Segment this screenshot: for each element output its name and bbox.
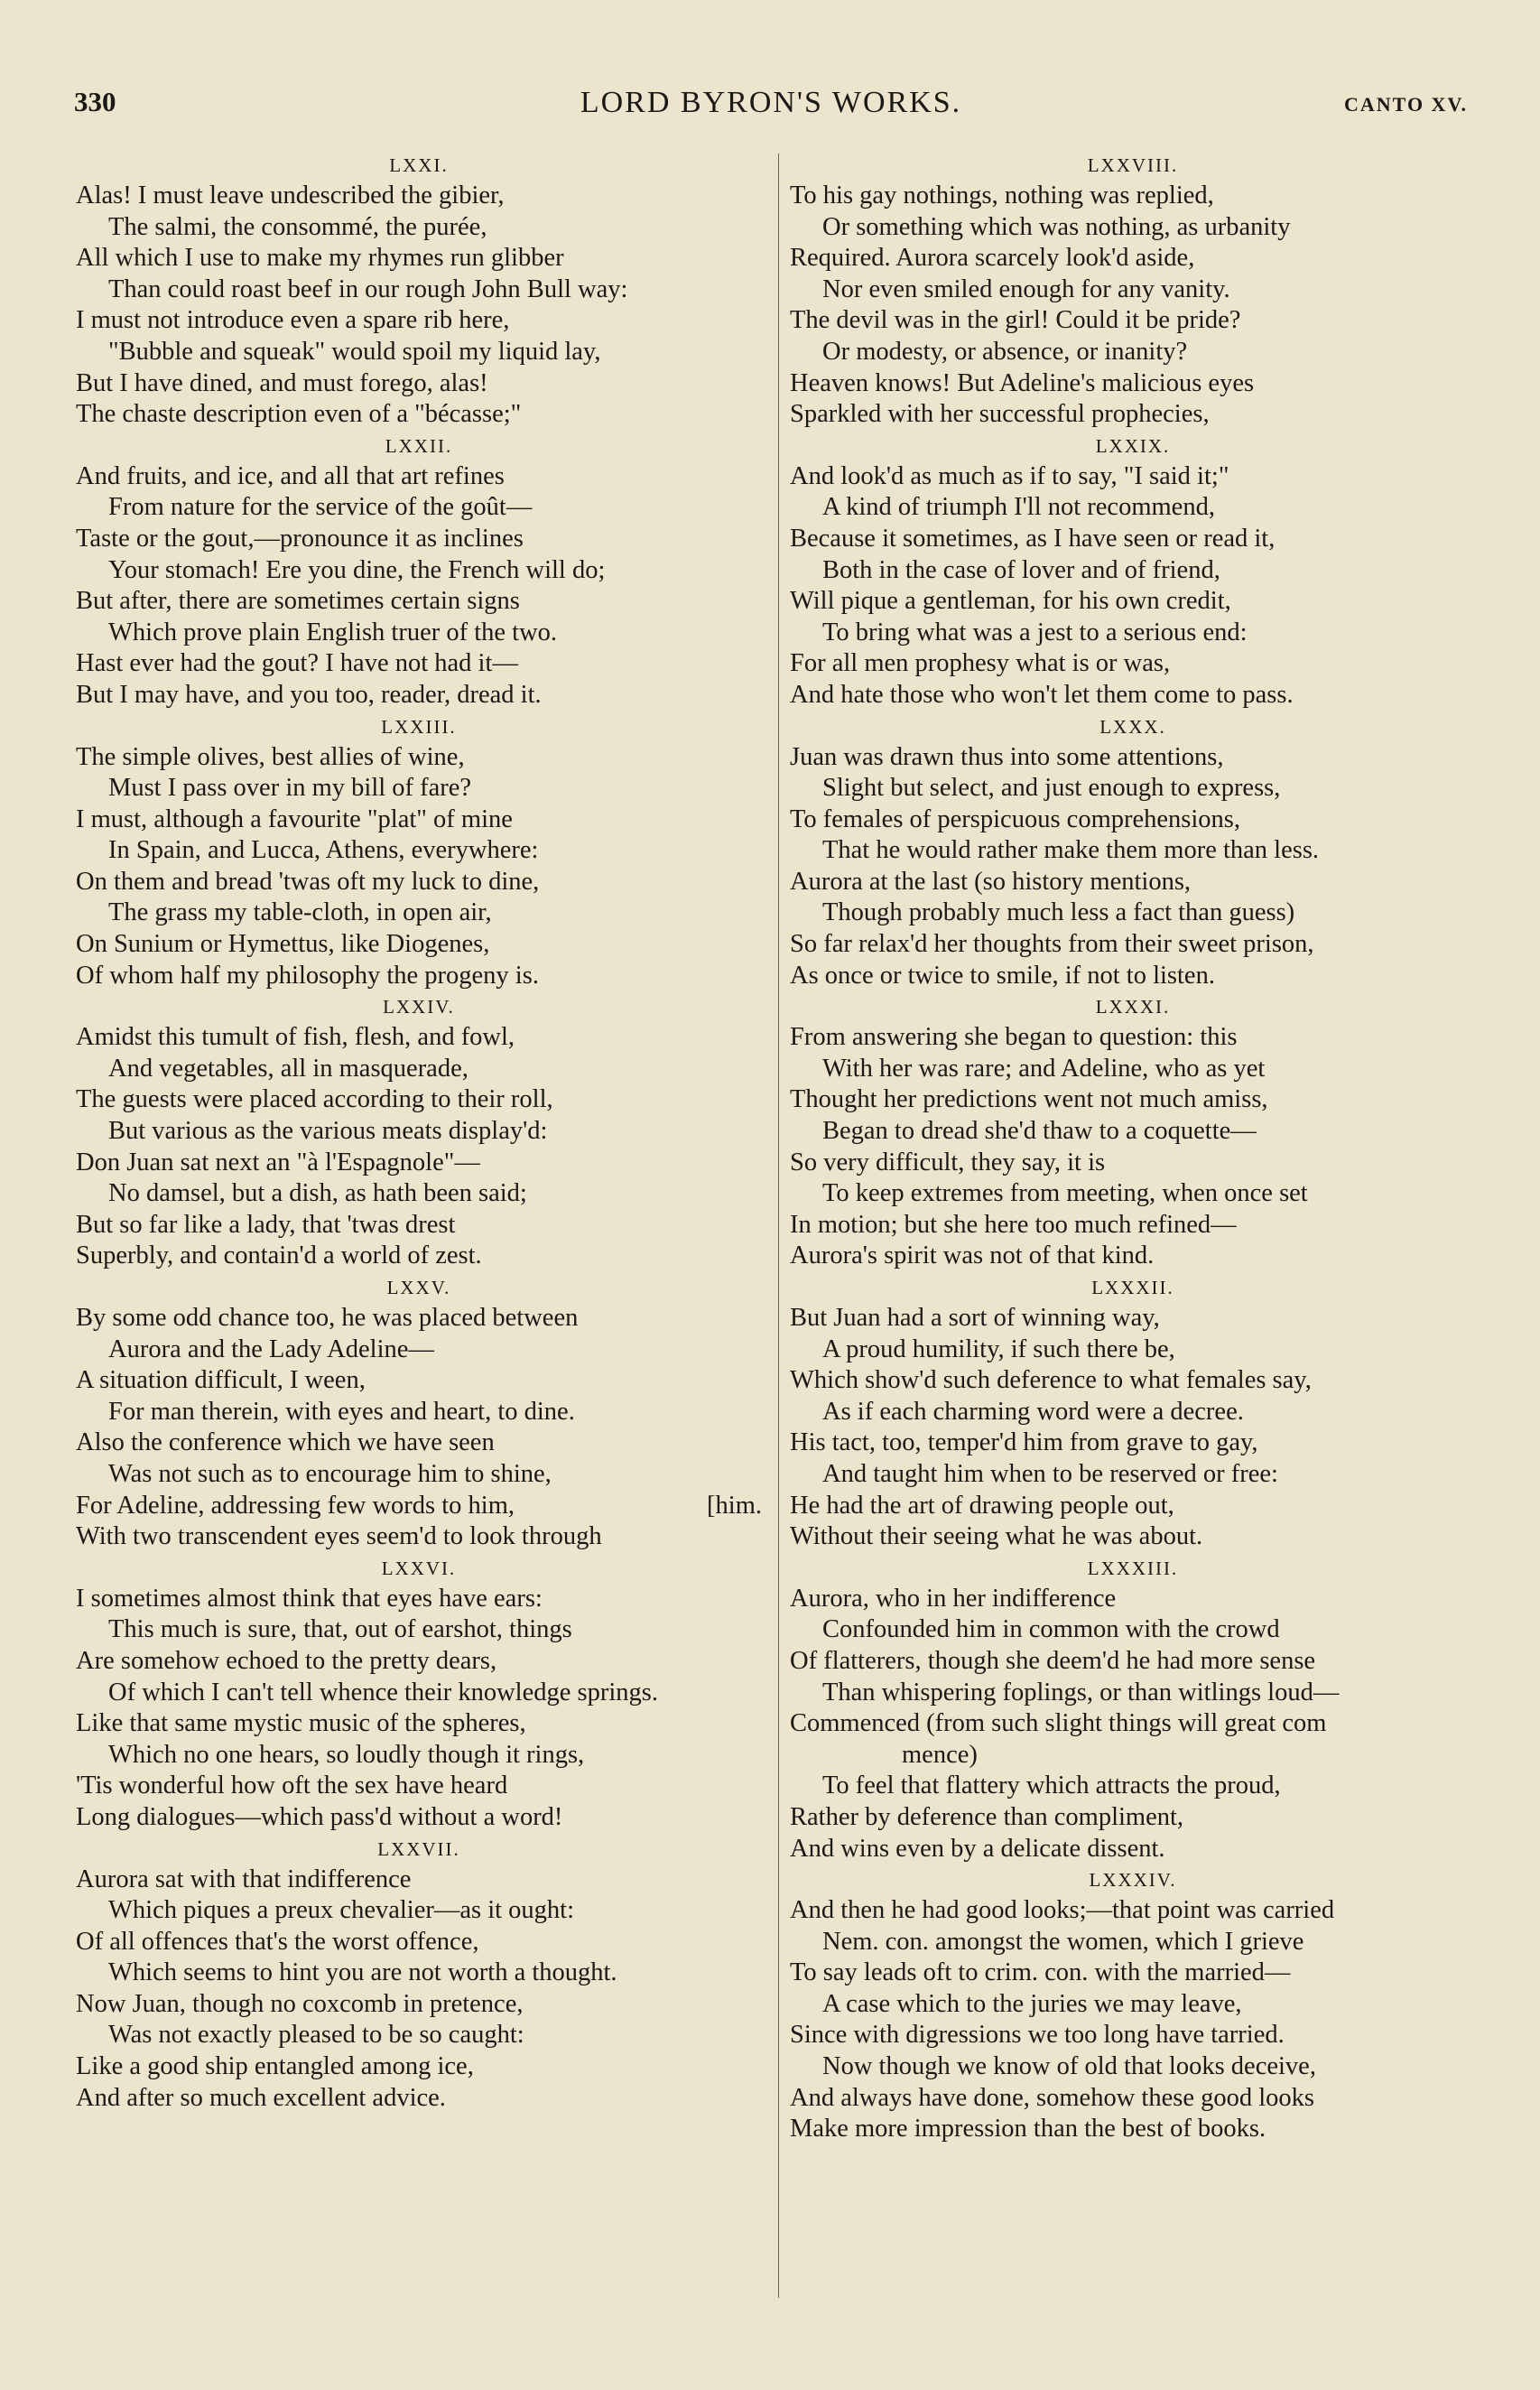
verse-text: By some odd chance too, he was placed between xyxy=(76,1304,579,1332)
verse-text: On Sunium or Hymettus, like Diogenes, xyxy=(76,930,490,959)
verse-line xyxy=(76,1022,762,1054)
verse-line xyxy=(790,804,1476,836)
verse-line xyxy=(76,399,762,431)
verse-line xyxy=(76,773,762,804)
verse-line xyxy=(790,867,1476,898)
verse-line xyxy=(790,399,1476,431)
verse-text: The devil was in the girl! Could it be pride? xyxy=(790,306,1241,335)
verse-line xyxy=(790,524,1476,555)
verse-line xyxy=(790,305,1476,337)
verse-text: Which prove plain English truer of the two. xyxy=(108,618,558,646)
stanza-number: LXXII. xyxy=(385,434,453,457)
verse-text: So very difficult, they say, it is xyxy=(790,1148,1106,1176)
verse-line xyxy=(790,1148,1476,1179)
verse-text: A case which to the juries we may leave, xyxy=(822,1989,1242,2018)
verse-line xyxy=(790,1584,1476,1615)
verse-text: The chaste description even of a "bécasse;" xyxy=(76,400,522,429)
verse-text: And look'd as much as if to say, "I said it;" xyxy=(790,461,1229,490)
verse-line xyxy=(790,1459,1476,1491)
verse-text: But after, there are sometimes certain signs xyxy=(76,587,520,616)
verse-text: And then he had good looks;—that point was carried xyxy=(790,1896,1335,1925)
verse-text: Than could roast beef in our rough John Bull way: xyxy=(108,274,628,303)
verse-text: Aurora at the last (so history mentions, xyxy=(790,867,1192,896)
verse-text: But various as the various meats display'd: xyxy=(108,1117,548,1146)
verse-line xyxy=(790,773,1476,804)
verse-line xyxy=(76,1678,762,1709)
stanza xyxy=(76,150,762,431)
verse-text: No damsel, but a dish, as hath been said; xyxy=(108,1179,527,1208)
stanza xyxy=(790,1865,1476,2145)
verse-line xyxy=(790,648,1476,680)
verse-line xyxy=(76,961,762,992)
verse-line xyxy=(76,618,762,649)
verse-text: Confounded him in common with the crowd xyxy=(822,1615,1280,1644)
verse-text: Without their seeing what he was about. xyxy=(790,1522,1203,1551)
verse-text: Aurora, who in her indifference xyxy=(790,1584,1117,1613)
verse-line xyxy=(76,274,762,306)
verse-text: Than whispering foplings, or than witlings loud— xyxy=(822,1678,1340,1706)
verse-text: All which I use to make my rhymes run glibber xyxy=(76,244,564,273)
verse-text: I must not introduce even a spare rib here, xyxy=(76,306,510,335)
verse-line xyxy=(790,555,1476,587)
verse-text: Alas! I must leave undescribed the gibier, xyxy=(76,181,505,209)
verse-text: From nature for the service of the goût— xyxy=(108,493,533,522)
verse-text: A kind of triumph I'll not recommend, xyxy=(822,493,1215,522)
verse-line xyxy=(76,586,762,618)
stanza-number: LXXVI. xyxy=(381,1557,457,1579)
verse-text: For man therein, with eyes and heart, to dine. xyxy=(108,1397,575,1426)
verse-line xyxy=(790,618,1476,649)
verse-line xyxy=(790,897,1476,929)
column-divider xyxy=(778,153,779,2298)
stanza-number: LXXXII. xyxy=(1091,1277,1174,1298)
verse-line xyxy=(76,305,762,337)
verse-text: Because it sometimes, as I have seen or read it, xyxy=(790,524,1276,553)
verse-line xyxy=(76,835,762,867)
verse-text: To say leads oft to crim. con. with the married— xyxy=(790,1958,1291,1987)
verse-text: In motion; but she here too much refined— xyxy=(790,1210,1237,1239)
verse-line xyxy=(790,1397,1476,1428)
verse-line xyxy=(790,243,1476,274)
verse-text: Slight but select, and just enough to express, xyxy=(822,774,1281,803)
verse-line xyxy=(790,1708,1476,1740)
verse-line xyxy=(76,555,762,587)
verse-text: Which show'd such deference to what females say, xyxy=(790,1366,1312,1395)
verse-text: Heaven knows! But Adeline's malicious eyes xyxy=(790,368,1255,397)
verse-text: Began to dread she'd thaw to a coquette— xyxy=(822,1117,1257,1146)
verse-line xyxy=(76,2020,762,2051)
verse-text: Hast ever had the gout? I have not had it— xyxy=(76,649,518,678)
running-title: LORD BYRON'S WORKS. xyxy=(580,86,962,119)
verse-text: So far relax'd her thoughts from their sweet prison, xyxy=(790,930,1314,959)
verse-line xyxy=(790,2114,1476,2145)
verse-text: Which seems to hint you are not worth a thought. xyxy=(108,1958,617,1987)
verse-text: Like a good ship entangled among ice, xyxy=(76,2052,474,2081)
verse-text: Or modesty, or absence, or inanity? xyxy=(822,337,1188,366)
verse-text: And taught him when to be reserved or free: xyxy=(822,1459,1278,1488)
stanza xyxy=(76,1553,762,1834)
stanza xyxy=(76,1272,762,1553)
verse-line xyxy=(790,1521,1476,1553)
stanza-number: LXXXI. xyxy=(1095,996,1171,1018)
verse-text: And hate those who won't let them come to pass. xyxy=(790,680,1294,709)
stanza-number: LXXV. xyxy=(386,1277,451,1298)
verse-text: Of all offences that's the worst offence, xyxy=(76,1927,479,1956)
verse-text: Required. Aurora scarcely look'd aside, xyxy=(790,244,1195,273)
verse-text: For Adeline, addressing few words to him, xyxy=(76,1491,515,1520)
stanza-number: LXXXIV. xyxy=(1089,1869,1177,1892)
stanza xyxy=(76,431,762,711)
verse-text: 'Tis wonderful how oft the sex have heard xyxy=(76,1772,508,1800)
verse-text: mence) xyxy=(902,1740,978,1769)
verse-line xyxy=(76,929,762,961)
verse-line xyxy=(790,212,1476,244)
verse-text: Also the conference which we have seen xyxy=(76,1428,495,1457)
verse-line xyxy=(76,1958,762,1989)
verse-line xyxy=(790,1802,1476,1834)
verse-text: To feel that flattery which attracts the proud, xyxy=(822,1772,1281,1800)
verse-text: But so far like a lady, that 'twas drest xyxy=(76,1210,456,1239)
turnover-fragment: [him. xyxy=(707,1491,762,1520)
verse-text: The grass my table-cloth, in open air, xyxy=(108,898,492,927)
verse-line xyxy=(790,1958,1476,1989)
verse-text: To bring what was a jest to a serious end: xyxy=(822,618,1248,646)
verse-text: To keep extremes from meeting, when once set xyxy=(822,1179,1308,1208)
verse-line xyxy=(76,680,762,711)
verse-text: Of flatterers, though she deem'd he had more sense xyxy=(790,1646,1316,1675)
verse-text: Taste or the gout,—pronounce it as inclines xyxy=(76,524,524,553)
verse-line xyxy=(76,1303,762,1334)
verse-line xyxy=(76,1427,762,1459)
verse-line xyxy=(76,1740,762,1772)
verse-line xyxy=(76,1708,762,1740)
verse-line xyxy=(790,2051,1476,2083)
verse-line xyxy=(76,1148,762,1179)
verse-text: With two transcendent eyes seem'd to look through xyxy=(76,1522,602,1551)
verse-line xyxy=(76,1365,762,1397)
verse-line xyxy=(76,1397,762,1428)
verse-text: I must, although a favourite "plat" of mine xyxy=(76,804,513,833)
verse-line xyxy=(76,742,762,774)
verse-line xyxy=(790,1834,1476,1865)
verse-line xyxy=(76,2051,762,2083)
verse-text: The simple olives, best allies of wine, xyxy=(76,742,465,771)
verse-line xyxy=(76,181,762,212)
verse-text: Which piques a preux chevalier—as it ought: xyxy=(108,1896,575,1925)
verse-line xyxy=(790,1614,1476,1646)
verse-line xyxy=(76,212,762,244)
stanza-number: LXXI. xyxy=(389,154,449,176)
verse-text: Aurora's spirit was not of that kind. xyxy=(790,1241,1155,1270)
verse-line xyxy=(76,867,762,898)
verse-text: Like that same mystic music of the spheres, xyxy=(76,1709,526,1738)
verse-text: As if each charming word were a decree. xyxy=(822,1397,1244,1426)
verse-text: Now Juan, though no coxcomb in pretence, xyxy=(76,1989,524,2018)
stanza-number: LXXIII. xyxy=(381,715,457,738)
stanza-number: LXXIX. xyxy=(1095,434,1171,457)
verse-text: Both in the case of lover and of friend, xyxy=(822,555,1220,584)
verse-text: On them and bread 'twas oft my luck to dine, xyxy=(76,867,540,896)
verse-line xyxy=(790,337,1476,368)
verse-text: For all men prophesy what is or was, xyxy=(790,649,1171,678)
verse-line xyxy=(790,181,1476,212)
verse-line xyxy=(790,1054,1476,1085)
verse-line xyxy=(790,1084,1476,1116)
verse-line xyxy=(790,1241,1476,1272)
verse-line xyxy=(76,1614,762,1646)
verse-text: But I may have, and you too, reader, dread it. xyxy=(76,680,542,709)
verse-line xyxy=(790,1365,1476,1397)
verse-text: Of whom half my philosophy the progeny is. xyxy=(76,961,539,990)
verse-text: Nor even smiled enough for any vanity. xyxy=(822,274,1230,303)
stanza-number: LXXIV. xyxy=(383,996,455,1018)
verse-line xyxy=(76,337,762,368)
verse-text: Commenced (from such slight things will great com xyxy=(790,1709,1327,1738)
verse-line xyxy=(76,524,762,555)
verse-text: Juan was drawn thus into some attentions, xyxy=(790,742,1224,771)
verse-text: Or something which was nothing, as urbanity xyxy=(822,212,1291,241)
verse-line xyxy=(76,368,762,400)
stanza xyxy=(790,150,1476,431)
left-column xyxy=(76,150,762,2114)
verse-text: From answering she began to question: this xyxy=(790,1023,1238,1052)
verse-line xyxy=(790,1491,1476,1522)
stanza xyxy=(76,991,762,1272)
verse-line xyxy=(790,1116,1476,1148)
verse-text: I sometimes almost think that eyes have ears: xyxy=(76,1584,543,1613)
verse-text: And wins even by a delicate dissent. xyxy=(790,1834,1165,1863)
verse-line xyxy=(790,1646,1476,1678)
verse-text: As once or twice to smile, if not to listen. xyxy=(790,961,1215,990)
verse-line xyxy=(790,274,1476,306)
verse-text: Make more impression than the best of books. xyxy=(790,2115,1266,2144)
stanza xyxy=(790,431,1476,711)
verse-text: To females of perspicuous comprehensions, xyxy=(790,804,1241,833)
verse-text: Though probably much less a fact than guess) xyxy=(822,898,1295,927)
verse-text: And vegetables, all in masquerade, xyxy=(108,1054,468,1083)
verse-text: Sparkled with her successful prophecies, xyxy=(790,400,1210,429)
verse-text: Don Juan sat next an "à l'Espagnole"— xyxy=(76,1148,480,1176)
verse-line xyxy=(76,897,762,929)
stanza-number: LXXVII. xyxy=(377,1837,460,1860)
verse-line xyxy=(76,243,762,274)
verse-text: "Bubble and squeak" would spoil my liquid lay, xyxy=(108,337,601,366)
verse-line xyxy=(76,1178,762,1210)
verse-line xyxy=(76,1895,762,1927)
verse-text: The guests were placed according to their roll, xyxy=(76,1085,553,1114)
verse-line xyxy=(76,1865,762,1896)
verse-text: Amidst this tumult of fish, flesh, and fowl, xyxy=(76,1023,515,1052)
verse-text: Your stomach! Ere you dine, the French will do; xyxy=(108,555,606,584)
verse-text: Will pique a gentleman, for his own credit, xyxy=(790,587,1231,616)
canto-label: CANTO XV. xyxy=(1344,93,1468,116)
stanza xyxy=(790,1553,1476,1865)
verse-line xyxy=(76,1646,762,1678)
verse-line xyxy=(76,1241,762,1272)
verse-text: Rather by deference than compliment, xyxy=(790,1802,1184,1831)
verse-line xyxy=(790,835,1476,867)
verse-line xyxy=(76,1521,762,1553)
verse-text: Aurora sat with that indifference xyxy=(76,1865,412,1893)
verse-line xyxy=(76,1584,762,1615)
verse-text: Now though we know of old that looks deceive, xyxy=(822,2052,1316,2081)
stanza xyxy=(790,991,1476,1272)
verse-text: Superbly, and contain'd a world of zest. xyxy=(76,1241,482,1270)
running-header xyxy=(74,86,1468,131)
verse-text: This much is sure, that, out of earshot, things xyxy=(108,1615,572,1644)
verse-line xyxy=(790,461,1476,493)
verse-line xyxy=(76,1771,762,1802)
verse-text: And fruits, and ice, and all that art refines xyxy=(76,461,505,490)
stanza xyxy=(790,1272,1476,1553)
verse-text: A situation difficult, I ween, xyxy=(76,1366,366,1395)
verse-text: Thought her predictions went not much amiss, xyxy=(790,1085,1268,1114)
verse-line xyxy=(76,1459,762,1491)
verse-text: Was not exactly pleased to be so caught: xyxy=(108,2021,524,2050)
verse-line xyxy=(790,742,1476,774)
right-column xyxy=(790,150,1476,2145)
verse-line xyxy=(790,1678,1476,1709)
verse-text: To his gay nothings, nothing was replied, xyxy=(790,181,1214,209)
verse-line xyxy=(790,1334,1476,1366)
verse-text: He had the art of drawing people out, xyxy=(790,1491,1174,1520)
stanza xyxy=(76,1834,762,2115)
verse-line xyxy=(76,1210,762,1241)
verse-text: That he would rather make them more than less. xyxy=(822,836,1320,865)
verse-line xyxy=(790,2083,1476,2115)
verse-text: His tact, too, temper'd him from grave to gay, xyxy=(790,1428,1258,1457)
verse-line xyxy=(790,1771,1476,1802)
page-number: 330 xyxy=(74,86,116,117)
verse-line xyxy=(790,368,1476,400)
verse-line xyxy=(790,1927,1476,1958)
verse-line xyxy=(76,1334,762,1366)
stanza-number: LXXXIII. xyxy=(1087,1557,1179,1579)
stanza xyxy=(76,711,762,992)
verse-line xyxy=(76,1054,762,1085)
verse-line xyxy=(790,961,1476,992)
verse-text: But Juan had a sort of winning way, xyxy=(790,1304,1160,1332)
stanza-number: LXXX. xyxy=(1099,715,1166,738)
verse-text: Long dialogues—which pass'd without a word! xyxy=(76,1802,563,1831)
verse-line xyxy=(76,461,762,493)
verse-line xyxy=(76,1989,762,2021)
verse-text: Are somehow echoed to the pretty dears, xyxy=(76,1646,497,1675)
verse-text: Which no one hears, so loudly though it rings, xyxy=(108,1740,585,1769)
verse-line xyxy=(790,2020,1476,2051)
stanza-number: LXXVIII. xyxy=(1087,154,1179,176)
verse-line xyxy=(790,1427,1476,1459)
verse-text: In Spain, and Lucca, Athens, everywhere: xyxy=(108,836,539,865)
verse-text: With her was rare; and Adeline, who as yet xyxy=(822,1054,1266,1083)
verse-line xyxy=(76,1084,762,1116)
verse-text: A proud humility, if such there be, xyxy=(822,1334,1175,1363)
stanza xyxy=(790,711,1476,992)
verse-line xyxy=(790,1740,1476,1772)
verse-line xyxy=(790,1022,1476,1054)
verse-text: But I have dined, and must forego, alas! xyxy=(76,368,488,397)
verse-line xyxy=(76,2083,762,2115)
verse-line xyxy=(76,648,762,680)
verse-line xyxy=(790,1178,1476,1210)
verse-line xyxy=(790,1895,1476,1927)
verse-text: Nem. con. amongst the women, which I grieve xyxy=(822,1927,1304,1956)
verse-text: Was not such as to encourage him to shine, xyxy=(108,1459,552,1488)
verse-line xyxy=(790,1210,1476,1241)
verse-text: And always have done, somehow these good looks xyxy=(790,2083,1314,2112)
verse-line xyxy=(76,1802,762,1834)
verse-text: Aurora and the Lady Adeline— xyxy=(108,1334,434,1363)
verse-line xyxy=(76,1116,762,1148)
verse-text: The salmi, the consommé, the purée, xyxy=(108,212,487,241)
verse-text: Since with digressions we too long have tarried. xyxy=(790,2021,1285,2050)
verse-line xyxy=(76,1491,762,1522)
verse-line xyxy=(790,1303,1476,1334)
verse-line xyxy=(76,492,762,524)
verse-text: Must I pass over in my bill of fare? xyxy=(108,774,472,803)
verse-text: And after so much excellent advice. xyxy=(76,2083,446,2112)
verse-line xyxy=(76,1927,762,1958)
verse-line xyxy=(790,680,1476,711)
verse-line xyxy=(790,1989,1476,2021)
verse-line xyxy=(790,492,1476,524)
verse-line xyxy=(790,586,1476,618)
verse-line xyxy=(790,929,1476,961)
verse-text: Of which I can't tell whence their knowledge springs. xyxy=(108,1678,658,1706)
verse-line xyxy=(76,804,762,836)
